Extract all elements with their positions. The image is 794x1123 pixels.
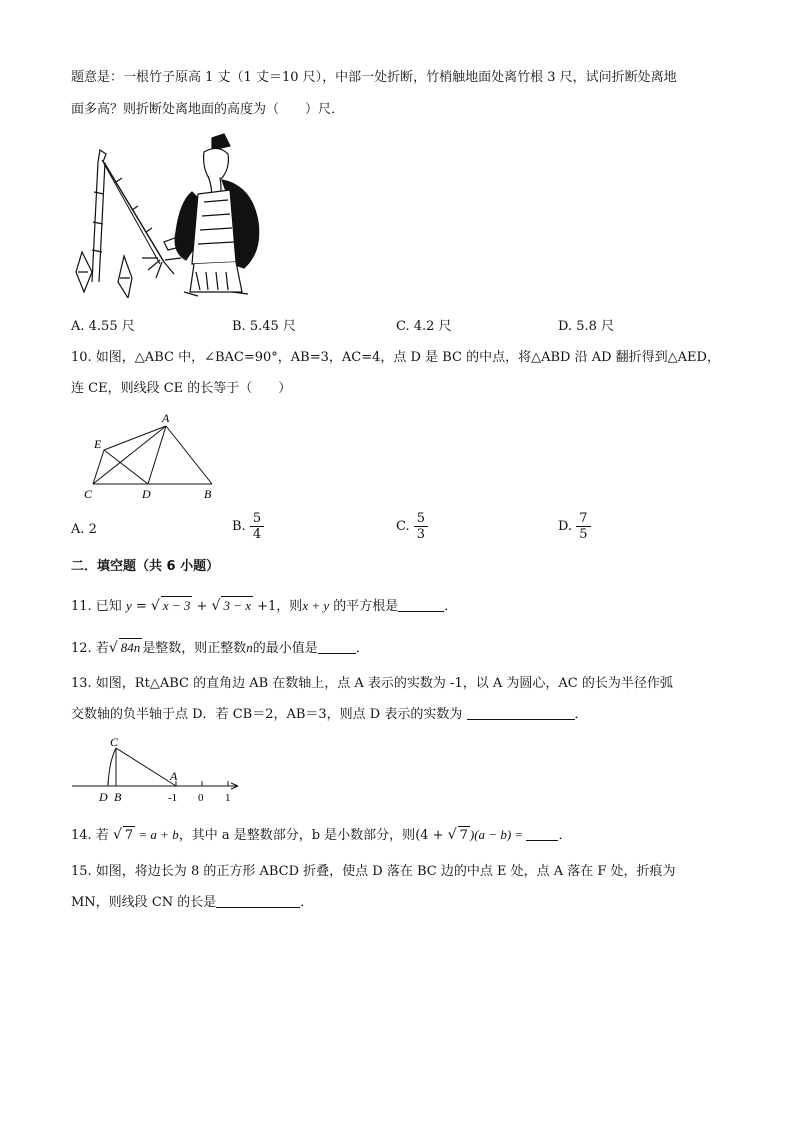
- q13-answer-blank[interactable]: [467, 706, 575, 720]
- q10-option-b: B. $\frac{5}{4}$: [232, 511, 264, 542]
- q15-answer-blank[interactable]: [216, 894, 300, 908]
- q10-label-e: E: [94, 437, 102, 451]
- q13-tick-minus1: -1: [168, 792, 178, 804]
- q9-text-line2: 面多高？则折断处离地面的高度为（ ）尺．: [71, 102, 345, 117]
- q10-label-c: C: [84, 487, 93, 501]
- q10-label-a: A: [162, 411, 170, 425]
- q10-option-d-fraction: $\frac{7}{5}$: [576, 511, 590, 542]
- q12-text: 12. 若√ 84n 是整数，则正整数n的最小值是 ．: [71, 640, 369, 656]
- q9-text-line1: 题意是：一根竹子原高 1 丈（1 丈＝10 尺），中部一处折断，竹梢触地面处离竹根 3 尺，试问折断处离地: [71, 70, 677, 85]
- q9-option-d: D. 5.8 尺: [558, 319, 615, 334]
- q15-text-line1: 15. 如图，将边长为 8 的正方形 ABCD 折叠，使点 D 落在 BC 边的中点 E 处，点 A 落在 F 处，折痕为: [71, 864, 676, 879]
- q14-answer-blank[interactable]: [526, 827, 558, 841]
- q10-option-d: D. $\frac{7}{5}$: [558, 511, 591, 542]
- q10-text-line2: 连 CE，则线段 CE 的长等于（ ）: [71, 381, 292, 396]
- q10-option-c: C. $\frac{5}{3}$: [396, 511, 428, 542]
- q10-label-b: B: [204, 487, 212, 501]
- q10-option-a: A. 2: [71, 522, 97, 537]
- q13-tick-1: 1: [225, 792, 231, 804]
- section-fill-in-title: 二．填空题（共 6 小题）: [71, 559, 220, 574]
- q9-option-a: A. 4.55 尺: [71, 319, 135, 334]
- q13-text-line2: 交数轴的负半轴于点 D．若 CB＝2，AB＝3，则点 D 表示的实数为 ．: [71, 707, 588, 722]
- q13-label-c: C: [110, 735, 119, 749]
- q13-label-a: A: [170, 769, 178, 783]
- q13-number-line-figure: [68, 734, 248, 808]
- q14-text: 14. 若 √ 7 = a + b，其中 a 是整数部分，b 是小数部分，则(4 + √ 7 )(a − b) = ．: [71, 827, 572, 843]
- q12-answer-blank[interactable]: [318, 640, 356, 654]
- q13-label-d: D: [99, 790, 108, 804]
- q13-label-b: B: [114, 790, 122, 804]
- q10-text-line1: 10. 如图，△ABC 中，∠BAC=90°，AB=3，AC=4，点 D 是 BC 的中点，将△ABD 沿 AD 翻折得到△AED，: [71, 350, 720, 365]
- q15-text-line2: MN，则线段 CN 的长是 ．: [71, 895, 314, 910]
- q9-option-b: B. 5.45 尺: [232, 319, 296, 334]
- q10-option-c-fraction: $\frac{5}{3}$: [414, 511, 428, 542]
- q9-option-c: C. 4.2 尺: [396, 319, 452, 334]
- q11-text: 11. 已知 y = √ x − 3 + √ 3 − x +1，则x + y 的平方根是 ．: [71, 598, 458, 614]
- q11-answer-blank[interactable]: [398, 598, 444, 612]
- q13-tick-0: 0: [198, 792, 204, 804]
- q10-label-d: D: [142, 487, 151, 501]
- q10-option-b-fraction: $\frac{5}{4}$: [250, 511, 264, 542]
- q10-triangle-figure: [78, 408, 228, 504]
- bamboo-illustration: [72, 132, 267, 298]
- q13-text-line1: 13. 如图，Rt△ABC 的直角边 AB 在数轴上，点 A 表示的实数为 -1，以 A 为圆心，AC 的长为半径作弧: [71, 676, 673, 691]
